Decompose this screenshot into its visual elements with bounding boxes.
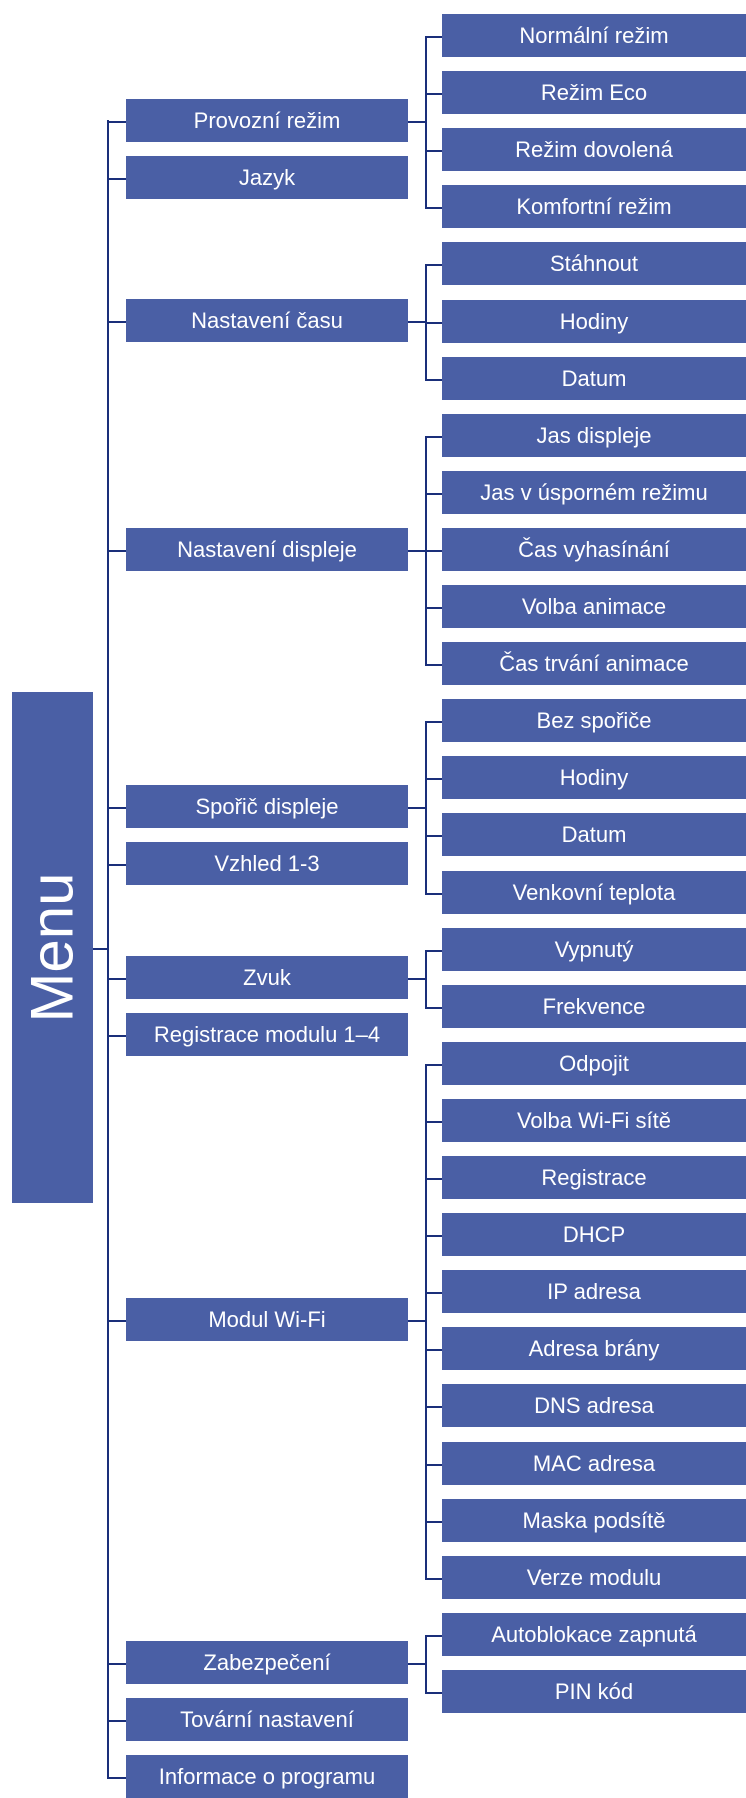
submenu-item-label: Vypnutý bbox=[554, 936, 634, 962]
submenu-item bbox=[442, 471, 746, 514]
submenu-item-label: Registrace bbox=[541, 1164, 647, 1190]
submenu-branch-line bbox=[425, 1235, 442, 1237]
submenu-item bbox=[442, 928, 746, 971]
spine-branch-line bbox=[107, 121, 126, 123]
submenu-branch-line bbox=[425, 835, 442, 837]
submenu-item-label: Jas displeje bbox=[536, 422, 652, 448]
submenu-item-label: Maska podsítě bbox=[522, 1507, 666, 1533]
menu-item-label: Vzhled 1-3 bbox=[214, 850, 320, 876]
spine-branch-line bbox=[107, 178, 126, 180]
menu-root-box bbox=[12, 692, 93, 1203]
menu-item-label: Modul Wi-Fi bbox=[208, 1306, 326, 1332]
submenu-item-label: IP adresa bbox=[547, 1278, 641, 1304]
submenu-item bbox=[442, 128, 746, 171]
submenu-branch-line bbox=[425, 436, 442, 438]
submenu-bracket-line bbox=[425, 36, 427, 209]
submenu-item bbox=[442, 1384, 746, 1427]
submenu-item-label: Datum bbox=[561, 365, 627, 391]
submenu-branch-line bbox=[425, 93, 442, 95]
submenu-branch-line bbox=[425, 1007, 442, 1009]
submenu-branch-line bbox=[425, 778, 442, 780]
menu-item-label: Jazyk bbox=[238, 164, 296, 190]
submenu-branch-line bbox=[425, 607, 442, 609]
menu-root-label: Menu bbox=[19, 872, 86, 1023]
submenu-item-label: Režim Eco bbox=[540, 79, 648, 105]
submenu-branch-line bbox=[425, 1178, 442, 1180]
submenu-item-label: Hodiny bbox=[559, 308, 629, 334]
spine-branch-line bbox=[107, 1720, 126, 1722]
submenu-item-label: Datum bbox=[561, 821, 627, 847]
submenu-item-label: Čas vyhasínání bbox=[518, 536, 670, 562]
submenu-item-label: DNS adresa bbox=[534, 1392, 654, 1418]
submenu-item-label: Čas trvání animace bbox=[499, 650, 689, 676]
submenu-item-label: PIN kód bbox=[554, 1678, 634, 1704]
spine-branch-line bbox=[107, 1777, 126, 1779]
submenu-branch-line bbox=[425, 1692, 442, 1694]
submenu-item-label: Komfortní režim bbox=[516, 193, 672, 219]
submenu-item-label: Verze modulu bbox=[526, 1564, 662, 1590]
submenu-item bbox=[442, 699, 746, 742]
spine-branch-line bbox=[107, 1663, 126, 1665]
menu-item-label: Nastavení displeje bbox=[177, 536, 357, 562]
submenu-item-label: Volba Wi-Fi sítě bbox=[516, 1107, 672, 1133]
submenu-branch-line bbox=[425, 264, 442, 266]
submenu-branch-line bbox=[425, 36, 442, 38]
submenu-branch-line bbox=[425, 150, 442, 152]
submenu-item-label: Autoblokace zapnutá bbox=[491, 1621, 697, 1647]
submenu-item-label: Normální režim bbox=[519, 22, 669, 48]
submenu-item bbox=[442, 1556, 746, 1599]
menu-item bbox=[126, 956, 408, 999]
menu-item bbox=[126, 1298, 408, 1341]
menu-item bbox=[126, 1013, 408, 1056]
submenu-item-label: Hodiny bbox=[559, 764, 629, 790]
menu-item-label: Registrace modulu 1–4 bbox=[153, 1021, 381, 1047]
submenu-branch-line bbox=[425, 1635, 442, 1637]
menu-item-label: Zabezpečení bbox=[203, 1649, 331, 1675]
submenu-item-label: Volba animace bbox=[521, 593, 667, 619]
submenu-item-label: MAC adresa bbox=[532, 1450, 656, 1476]
submenu-item bbox=[442, 414, 746, 457]
submenu-bracket-line bbox=[425, 950, 427, 1009]
submenu-item bbox=[442, 1670, 746, 1713]
submenu-item bbox=[442, 871, 746, 914]
spine-branch-line bbox=[107, 1035, 126, 1037]
submenu-branch-line bbox=[425, 207, 442, 209]
submenu-bracket-line bbox=[425, 721, 427, 895]
submenu-branch-line bbox=[425, 1121, 442, 1123]
submenu-item-label: Jas v úsporném režimu bbox=[480, 479, 708, 505]
submenu-item-label: Bez spořiče bbox=[536, 707, 652, 733]
submenu-item bbox=[442, 242, 746, 285]
submenu-item bbox=[442, 1270, 746, 1313]
spine-branch-line bbox=[107, 1320, 126, 1322]
submenu-item bbox=[442, 300, 746, 343]
submenu-item bbox=[442, 185, 746, 228]
main-spine-line bbox=[107, 120, 109, 1778]
submenu-item-label: Frekvence bbox=[542, 993, 646, 1019]
submenu-branch-line bbox=[425, 664, 442, 666]
submenu-branch-line bbox=[425, 1349, 442, 1351]
spine-branch-line bbox=[107, 321, 126, 323]
menu-item-label: Zvuk bbox=[243, 964, 291, 990]
spine-branch-line bbox=[107, 978, 126, 980]
submenu-item bbox=[442, 528, 746, 571]
submenu-bracket-line bbox=[425, 1635, 427, 1694]
submenu-item bbox=[442, 813, 746, 856]
submenu-bracket-line bbox=[425, 1064, 427, 1580]
submenu-item-label: Adresa brány bbox=[528, 1335, 660, 1361]
submenu-branch-line bbox=[425, 1578, 442, 1580]
submenu-item bbox=[442, 1442, 746, 1485]
submenu-branch-line bbox=[425, 379, 442, 381]
submenu-item bbox=[442, 71, 746, 114]
menu-item bbox=[126, 156, 408, 199]
submenu-item-label: Venkovní teplota bbox=[512, 879, 676, 905]
submenu-item bbox=[442, 1499, 746, 1542]
menu-item bbox=[126, 785, 408, 828]
submenu-item bbox=[442, 1042, 746, 1085]
submenu-branch-line bbox=[425, 493, 442, 495]
menu-item bbox=[126, 842, 408, 885]
submenu-branch-line bbox=[425, 1406, 442, 1408]
submenu-item bbox=[442, 1327, 746, 1370]
menu-item-label: Informace o programu bbox=[158, 1763, 376, 1789]
spine-branch-line bbox=[107, 864, 126, 866]
menu-item-label: Spořič displeje bbox=[195, 793, 339, 819]
menu-item bbox=[126, 528, 408, 571]
submenu-branch-line bbox=[425, 1521, 442, 1523]
submenu-item bbox=[442, 985, 746, 1028]
submenu-item bbox=[442, 357, 746, 400]
submenu-item bbox=[442, 1613, 746, 1656]
submenu-branch-line bbox=[425, 1292, 442, 1294]
submenu-item bbox=[442, 1099, 746, 1142]
submenu-item bbox=[442, 756, 746, 799]
submenu-item bbox=[442, 585, 746, 628]
submenu-item-label: Odpojit bbox=[559, 1050, 629, 1076]
submenu-item bbox=[442, 14, 746, 57]
submenu-item-label: Režim dovolená bbox=[515, 136, 673, 162]
spine-branch-line bbox=[107, 807, 126, 809]
submenu-item-label: DHCP bbox=[562, 1221, 626, 1247]
menu-item bbox=[126, 1698, 408, 1741]
submenu-branch-line bbox=[425, 893, 442, 895]
submenu-branch-line bbox=[425, 1464, 442, 1466]
submenu-item bbox=[442, 642, 746, 685]
submenu-item bbox=[442, 1213, 746, 1256]
menu-item bbox=[126, 1641, 408, 1684]
menu-item-label: Provozní režim bbox=[193, 107, 341, 133]
submenu-branch-line bbox=[425, 950, 442, 952]
menu-item-label: Nastavení času bbox=[191, 307, 343, 333]
menu-item bbox=[126, 299, 408, 342]
submenu-item bbox=[442, 1156, 746, 1199]
menu-item bbox=[126, 99, 408, 142]
submenu-item-label: Stáhnout bbox=[549, 250, 639, 276]
spine-branch-line bbox=[107, 550, 126, 552]
submenu-branch-line bbox=[425, 550, 442, 552]
submenu-branch-line bbox=[425, 1064, 442, 1066]
submenu-branch-line bbox=[425, 721, 442, 723]
submenu-branch-line bbox=[425, 322, 442, 324]
menu-item-label: Tovární nastavení bbox=[180, 1706, 354, 1732]
